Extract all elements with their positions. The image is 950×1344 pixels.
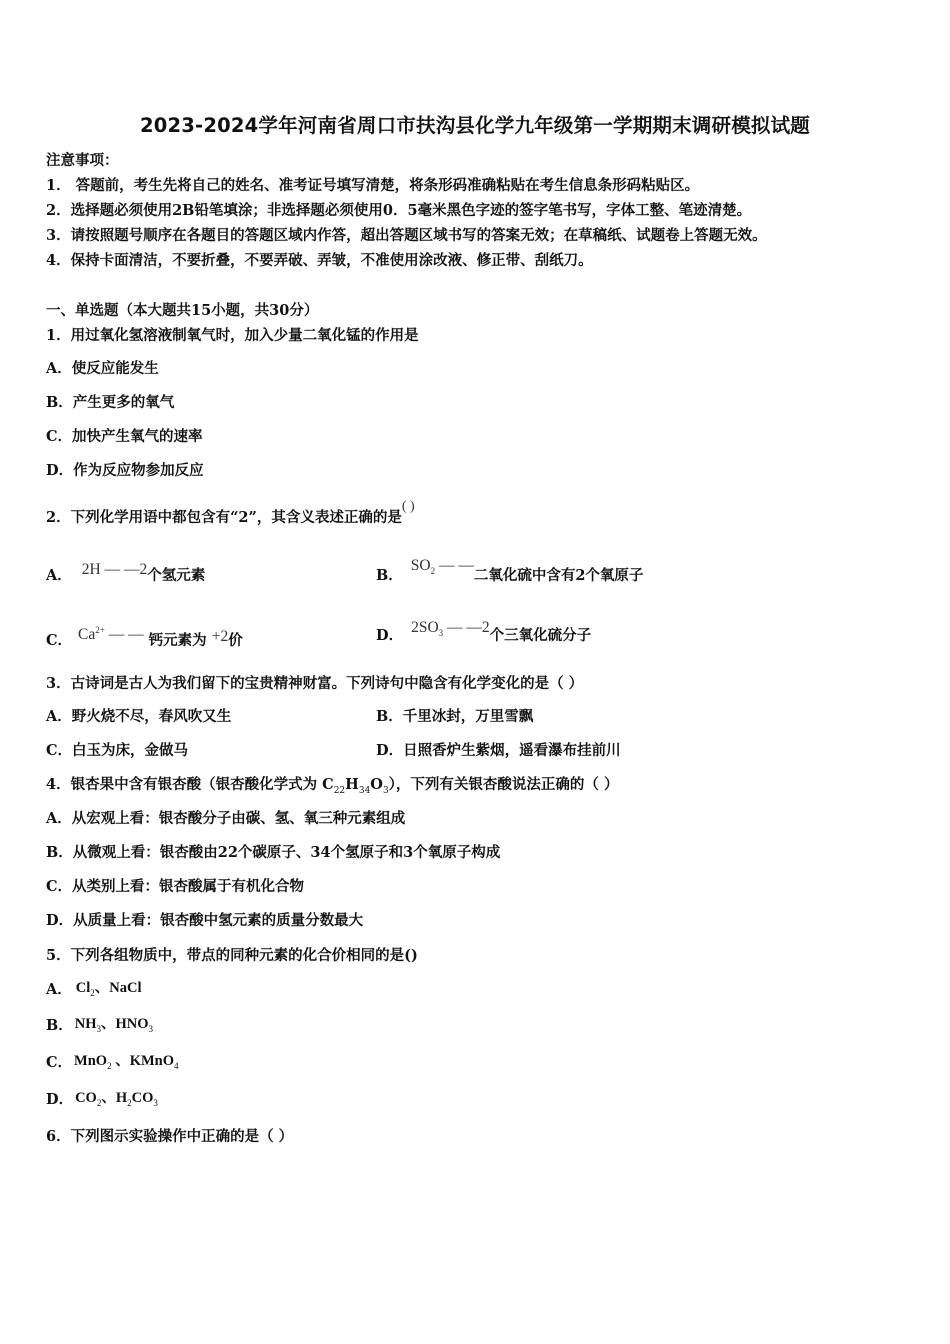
question-1-option-c: C．加快产生氧气的速率 — [46, 428, 203, 445]
question-5-option-d — [46, 1090, 158, 1115]
formula-subscript: 4 — [174, 1060, 179, 1071]
notes-item-3: 3．请按照题号顺序在各题目的答题区域内作答，超出答题区域书写的答案无效；在草稿纸、试题卷上答题无效。 — [46, 227, 767, 244]
formula-element: NH — [74, 1016, 97, 1032]
option-a-formula — [76, 980, 142, 996]
option-label: D． — [46, 1091, 74, 1108]
option-label: A． — [46, 567, 72, 584]
question-4-text: 4．银杏果中含有银杏酸（银杏酸化学式为 C — [46, 776, 334, 793]
notes-item-2: 2．选择题必须使用2B铅笔填涂；非选择题必须使用0．5毫米黑色字迹的签字笔书写，字体工整、笔迹清楚。 — [46, 202, 752, 219]
question-3-stem: 3．古诗词是古人为我们留下的宝贵精神财富。下列诗句中隐含有化学变化的是（ ） — [46, 675, 584, 692]
question-4-option-b: B．从微观上看：银杏酸由22个碳原子、34个氢原子和3个氧原子构成 — [46, 844, 501, 861]
section-heading: 一、单选题（本大题共15小题，共30分） — [46, 302, 319, 319]
question-3-option-c: C．白玉为床，金做马 — [46, 742, 189, 759]
formula-main: Ca — [78, 626, 96, 644]
question-2-paren: ( ) — [401, 499, 415, 514]
formula-main: SO — [410, 557, 431, 574]
formula-subscript: 3 — [153, 1097, 158, 1108]
option-b-formula — [410, 557, 474, 577]
option-label: B． — [46, 1017, 73, 1034]
notes-item-4: 4．保持卡面清洁，不要折叠，不要弄破、弄皱，不准使用涂改液、修正带、刮纸刀。 — [46, 252, 593, 269]
formula-element: H — [345, 776, 359, 793]
formula-element: Cl — [75, 980, 91, 996]
formula-subscript: 2 — [96, 1097, 102, 1108]
option-c-formula — [78, 626, 144, 643]
question-2-stem — [46, 499, 415, 529]
option-c-formula — [74, 1053, 178, 1069]
option-d-formula — [75, 1090, 158, 1106]
page-title: 2023-2024学年河南省周口市扶沟县化学九年级第一学期期末调研模拟试题 — [139, 114, 811, 137]
option-c-text: 钙元素为 — [148, 632, 207, 650]
formula-subscript: 22 — [333, 785, 346, 796]
question-1-option-b: B．产生更多的氧气 — [46, 394, 175, 411]
formula-main: 2SO — [411, 619, 439, 636]
option-label: D． — [376, 627, 404, 644]
option-label: B． — [376, 567, 403, 584]
question-2-option-a — [46, 561, 206, 586]
option-label: C． — [46, 632, 73, 650]
option-c-text-end: 价 — [228, 632, 243, 650]
question-4-option-c: C．从类别上看：银杏酸属于有机化合物 — [46, 878, 305, 895]
formula-element: MnO — [74, 1053, 108, 1069]
question-4-option-d: D．从质量上看：银杏酸中氢元素的质量分数最大 — [46, 912, 364, 929]
formula-subscript: 2 — [127, 1097, 132, 1108]
option-b-text: 二氧化硫中含有2个氧原子 — [473, 567, 644, 584]
question-5-option-c — [46, 1053, 179, 1078]
question-3-option-a: A．野火烧不尽，春风吹又生 — [46, 708, 232, 725]
option-label: C． — [46, 1054, 73, 1071]
formula-element: O — [370, 776, 383, 793]
formula-subscript: 3 — [438, 628, 444, 639]
formula-superscript: 2+ — [95, 625, 105, 635]
question-2-option-b — [376, 557, 644, 591]
formula-element: 、HNO — [101, 1016, 149, 1032]
option-d-text: 个三氧化硫分子 — [489, 627, 592, 644]
formula-element: 、H — [101, 1090, 128, 1106]
formula-subscript: 3 — [148, 1023, 154, 1034]
option-a-text: 个氢元素 — [147, 567, 206, 584]
question-3-option-b: B．千里冰封，万里雪飘 — [376, 708, 534, 725]
formula-subscript: 3 — [96, 1023, 102, 1034]
formula-subscript: 2 — [90, 987, 95, 998]
notes-heading: 注意事项： — [46, 152, 119, 169]
question-4-option-a: A．从宏观上看：银杏酸分子由碳、氢、氧三种元素组成 — [46, 810, 406, 827]
question-6-stem: 6．下列图示实验操作中正确的是（ ） — [46, 1128, 294, 1145]
formula-dash: — — — [438, 557, 474, 574]
formula-dash: — — — [108, 626, 144, 644]
question-2-text: 2．下列化学用语中都包含有“2”，其含义表述正确的是 — [46, 509, 402, 526]
question-5-option-b — [46, 1016, 153, 1041]
formula-rest: 、NaCl — [94, 980, 142, 996]
question-4-text-end: ），下列有关银杏酸说法正确的（ ） — [388, 776, 619, 793]
question-5-option-a — [46, 980, 142, 1005]
question-4-stem — [46, 775, 618, 801]
formula-element: CO — [75, 1090, 97, 1106]
formula-subscript: 3 — [382, 785, 389, 796]
question-3-option-d: D．日照香炉生紫烟，遥看瀑布挂前川 — [376, 742, 621, 759]
option-b-formula — [75, 1016, 153, 1032]
formula-dash: — —2 — [447, 619, 490, 636]
formula-subscript: 34 — [358, 785, 371, 796]
question-1-stem: 1．用过氧化氢溶液制氧气时，加入少量二氧化锰的作用是 — [46, 327, 419, 344]
formula-element: 、KMnO — [111, 1053, 175, 1069]
question-2-option-c — [46, 626, 243, 651]
formula-element: CO — [131, 1090, 154, 1106]
formula-subscript: 2 — [107, 1060, 112, 1071]
question-2-option-d — [376, 619, 592, 651]
option-d-formula — [411, 619, 490, 639]
notes-item-1: 1． 答题前，考生先将自己的姓名、准考证号填写清楚，将条形码准确粘贴在考生信息条形码粘贴区。 — [46, 177, 700, 194]
option-c-valence: +2 — [211, 628, 229, 646]
option-a-formula: 2H — —2 — [81, 561, 148, 578]
question-5-stem: 5．下列各组物质中，带点的同种元素的化合价相同的是() — [46, 947, 418, 964]
question-1-option-a: A．使反应能发生 — [46, 360, 159, 377]
formula-subscript: 2 — [430, 566, 436, 577]
option-label: A． — [46, 981, 72, 998]
question-1-option-d: D．作为反应物参加反应 — [46, 462, 204, 479]
